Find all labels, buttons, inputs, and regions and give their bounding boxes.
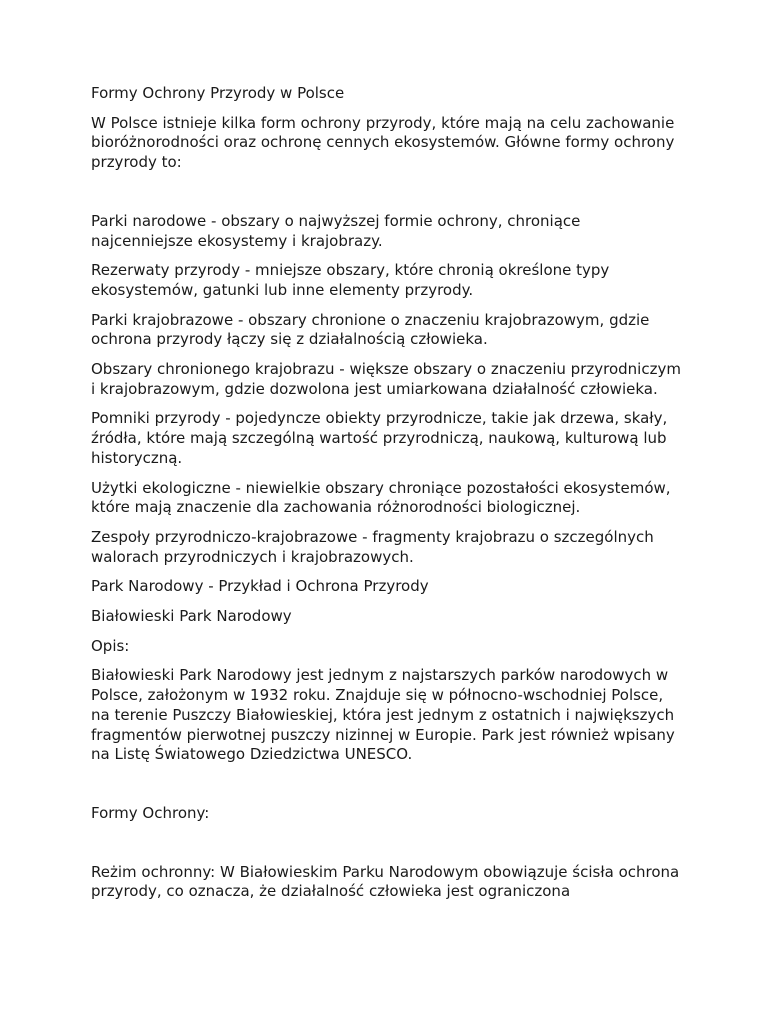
description-paragraph: Białowieski Park Narodowy jest jednym z najstarszych parków narodowych w Polsce, założonym w 1932 roku. Znajduje się w północno-wschodniej Polsce, na terenie Puszczy Białowieskiej, która jest jednym z ostatnich i największych fragmentów pierwotnej puszczy nizinnej w Europie. Park jest również wpisany na Listę Światowego Dziedzictwa UNESCO.	[91, 666, 675, 764]
blank-line	[91, 183, 681, 212]
section-heading: Park Narodowy - Przykład i Ochrona Przyrody	[91, 577, 429, 596]
form-item-pomniki-przyrody: Pomniki przyrody - pojedyncze obiekty przyrodnicze, takie jak drzewa, skały, źródła, które mają szczególną wartość przyrodniczą, naukową, kulturową lub historyczną.	[91, 409, 668, 467]
form-item-parki-krajobrazowe: Parki krajobrazowe - obszary chronione o znaczeniu krajobrazowym, gdzie ochrona przyrody łączy się z działalnością człowieka.	[91, 310, 650, 349]
protection-regime-paragraph: Reżim ochronny: W Białowieskim Parku Narodowym obowiązuje ścisła ochrona przyrody, co oznacza, że działalność człowieka jest ograniczona	[91, 862, 680, 901]
form-item-obszary-chronionego-krajobrazu: Obszary chronionego krajobrazu - większe obszary o znaczeniu przyrodniczym i krajobrazowym, gdzie dozwolona jest umiarkowana działalność człowieka.	[91, 360, 681, 398]
intro-paragraph: W Polsce istnieje kilka form ochrony przyrody, które mają na celu zachowanie bioróżnorodności oraz ochronę cennych ekosystemów. Główne formy ochrony przyrody to:	[91, 113, 675, 172]
document-title: Formy Ochrony Przyrody w Polsce	[91, 84, 345, 102]
document-body	[91, 84, 681, 912]
form-item-rezerwaty: Rezerwaty przyrody - mniejsze obszary, które chronią określone typy ekosystemów, gatunki lub inne elementy przyrody.	[91, 261, 610, 299]
blank-line	[91, 834, 681, 863]
form-item-uzytki-ekologiczne: Użytki ekologiczne - niewielkie obszary chroniące pozostałości ekosystemów, które mają znaczenie dla zachowania różnorodności biologicznej.	[91, 478, 671, 517]
form-item-parki-narodowe: Parki narodowe - obszary o najwyższej formie ochrony, chroniące najcenniejsze ekosystemy i krajobrazy.	[91, 211, 581, 250]
protection-label: Formy Ochrony:	[91, 803, 210, 822]
blank-line	[91, 775, 681, 804]
description-label: Opis:	[91, 636, 130, 655]
form-item-zespoly: Zespoły przyrodniczo-krajobrazowe - fragmenty krajobrazu o szczególnych walorach przyrodniczych i krajobrazowych.	[91, 527, 654, 566]
park-name: Białowieski Park Narodowy	[91, 607, 292, 626]
